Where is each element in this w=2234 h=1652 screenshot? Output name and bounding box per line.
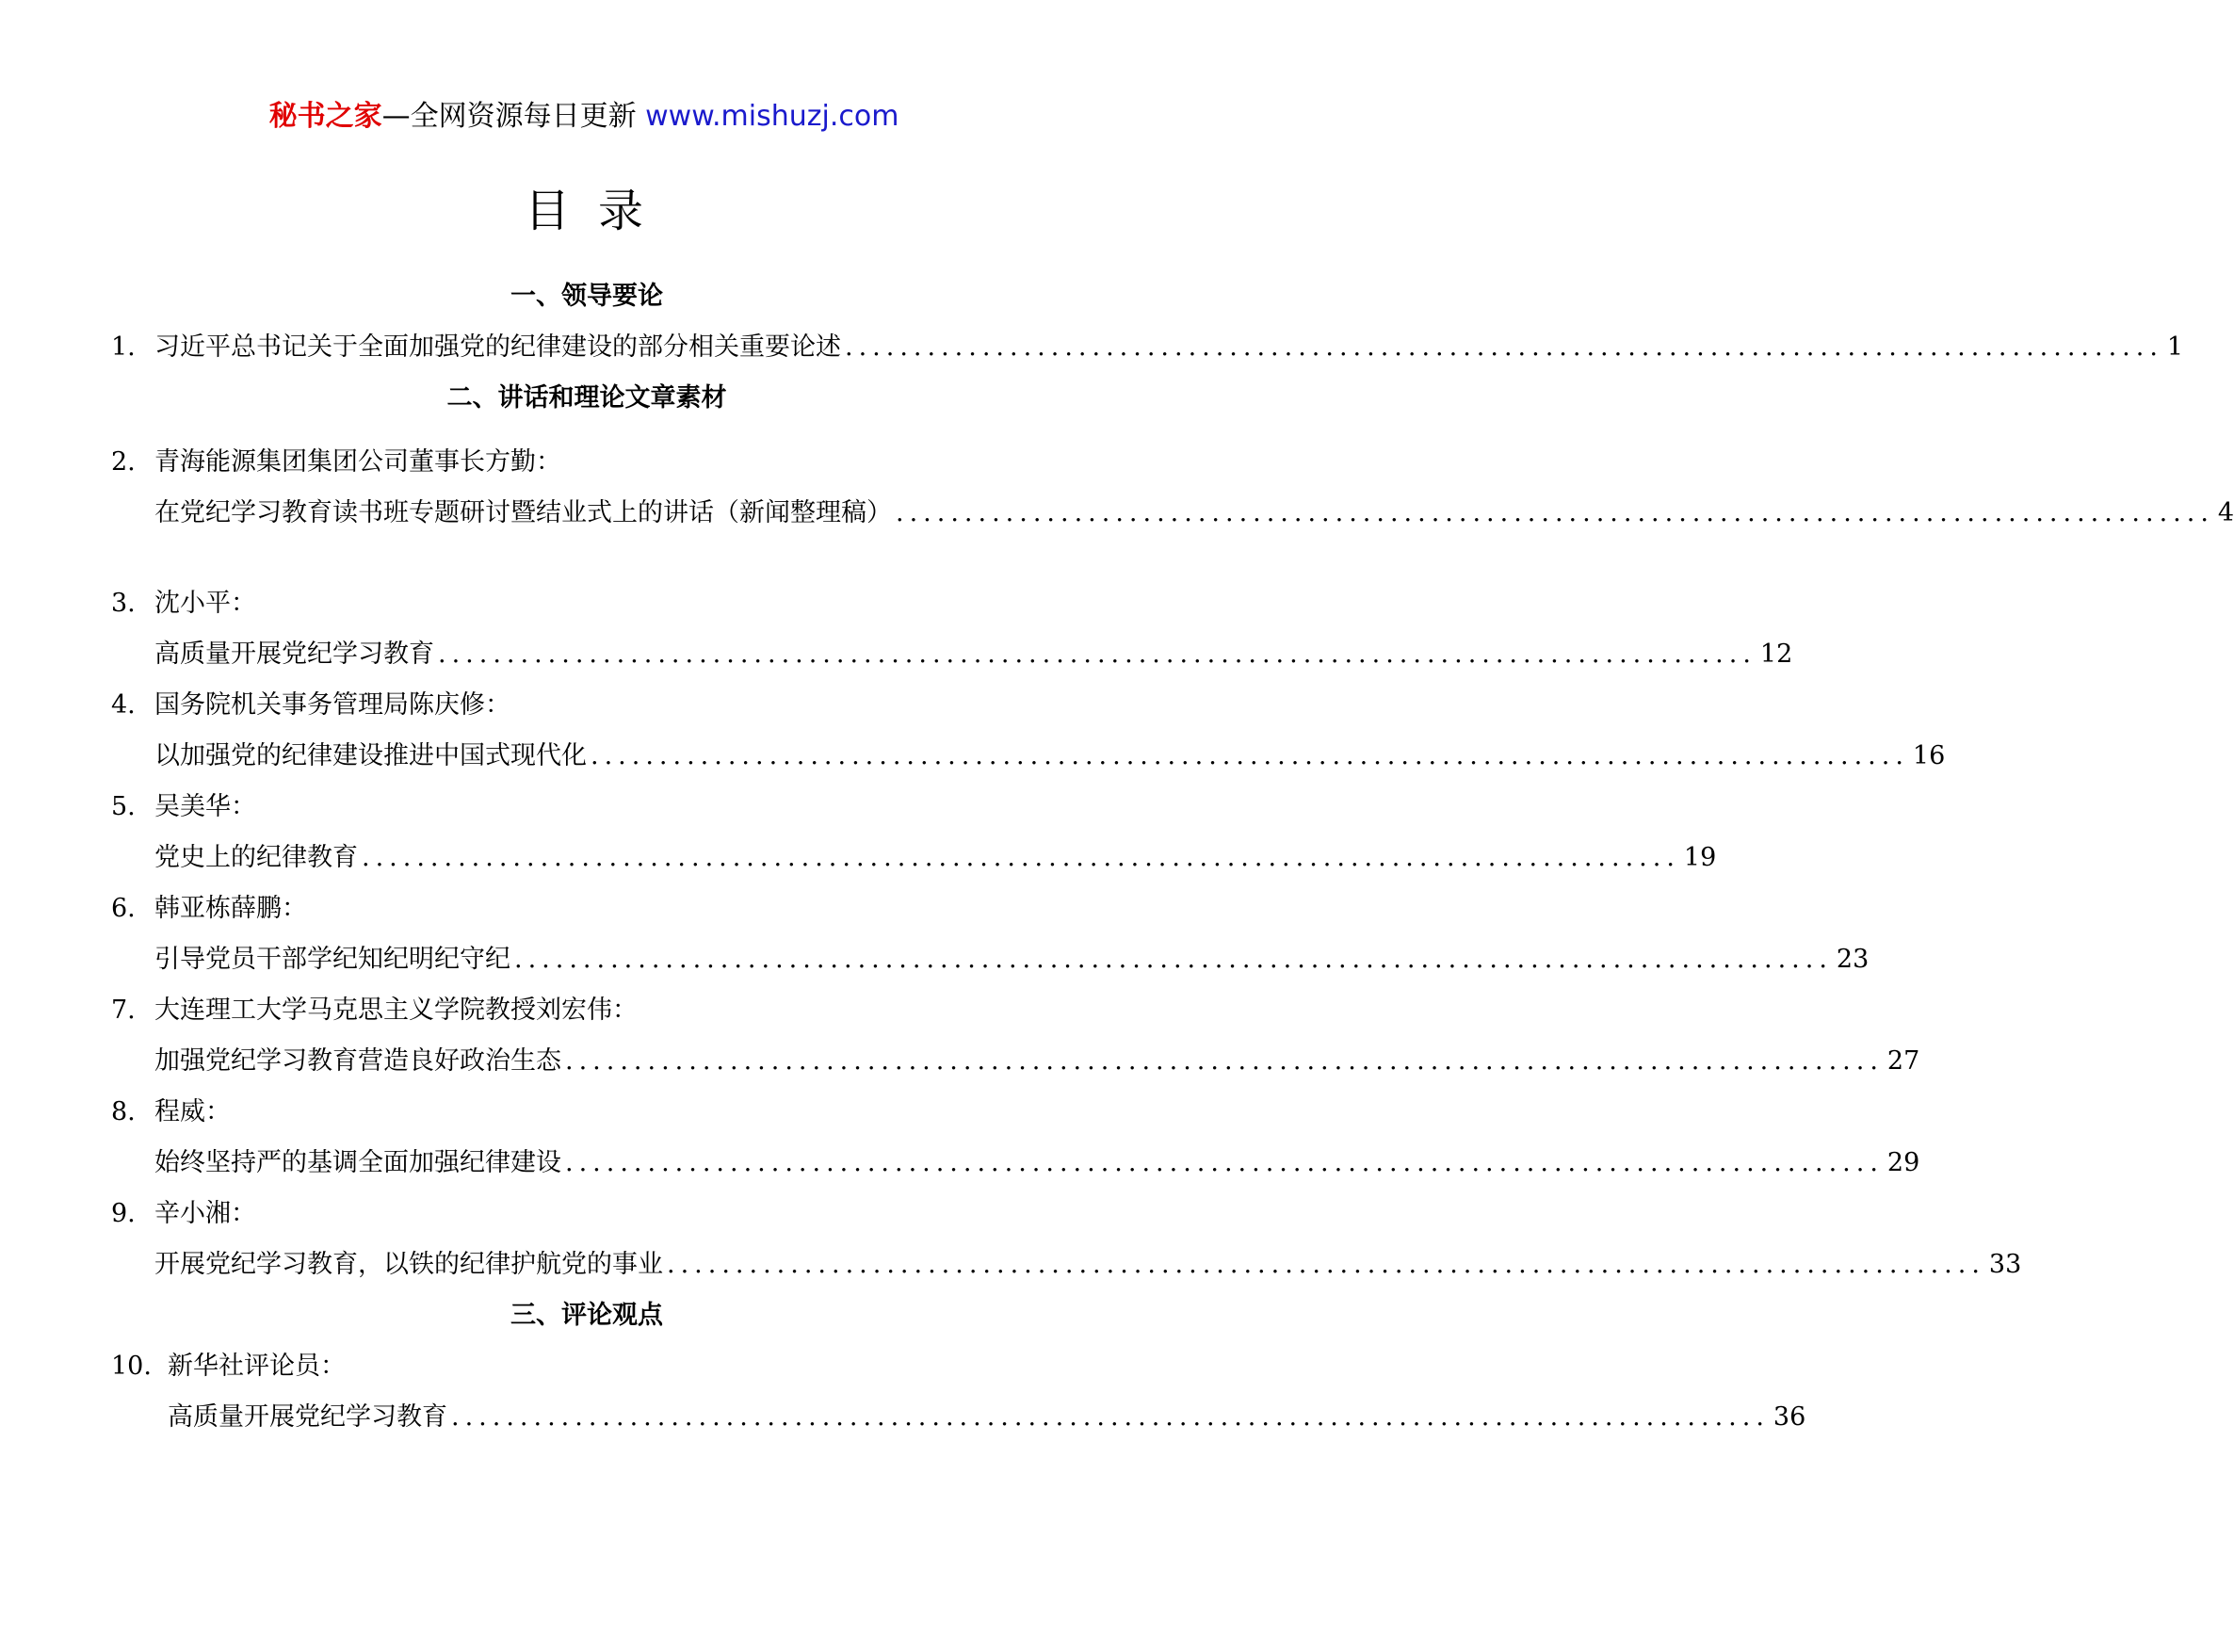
entry-page: 16 [1912,741,1946,770]
entry-page: 1 [2166,332,2184,362]
entry-number: 8. [111,1097,136,1126]
toc-entry-4[interactable] [111,731,1946,782]
toc-entry-2[interactable] [111,488,2234,539]
page-title: 目录 [524,185,672,237]
section-heading: 二、讲话和理论文章素材 [446,383,727,413]
entry-number: 2. [111,447,136,477]
dot-leader: ................................................................................................ [438,640,1756,669]
entry-number: 9. [111,1199,136,1228]
dot-leader: ................................................................................................ [591,741,1909,770]
toc-entry-5-author [111,782,1062,833]
entry-number: 10. [111,1352,152,1381]
entry-author: 辛小湘： [154,1199,256,1228]
entry-author: 大连理工大学马克思主义学院教授刘宏伟： [154,996,638,1025]
entry-number: 5. [111,792,136,821]
entry-title: 以加强党的纪律建设推进中国式现代化 [154,741,587,770]
toc-entry-5[interactable] [111,833,1717,883]
toc-entry-1[interactable] [111,322,2184,373]
toc-entry-3-author [111,578,1062,629]
entry-author: 国务院机关事务管理局陈庆修： [154,690,510,720]
section-heading: 一、领导要论 [510,282,663,311]
toc-entry-3[interactable] [111,629,1793,680]
banner-slogan: —全网资源每日更新 [381,100,646,133]
toc-entry-9[interactable] [111,1239,2022,1290]
toc-entry-4-author [111,680,1062,731]
entry-title: 开展党纪学习教育，以铁的纪律护航党的事业 [154,1250,663,1279]
entry-number: 1. [111,332,136,362]
toc-entry-8[interactable] [111,1138,1920,1189]
toc-entry-7[interactable] [111,1036,1920,1087]
entry-page: 29 [1886,1148,1920,1177]
dot-leader: ................................................................................................ [896,498,2214,527]
entry-title: 高质量开展党纪学习教育 [168,1402,447,1432]
entry-title: 习近平总书记关于全面加强党的纪律建设的部分相关重要论述 [154,332,841,362]
dot-leader: ................................................................................................ [362,843,1680,872]
toc-entry-10[interactable] [111,1392,1806,1443]
entry-number: 4. [111,690,136,720]
toc-entry-10-author [111,1341,1062,1392]
entry-title: 始终坚持严的基调全面加强纪律建设 [154,1148,561,1177]
entry-author: 吴美华： [154,792,256,821]
toc-entry-9-author [111,1189,1062,1239]
site-banner [0,98,1168,136]
entry-page: 12 [1759,640,1793,669]
entry-page: 33 [1988,1250,2022,1279]
entry-author: 新华社评论员： [168,1352,346,1381]
entry-page: 4 [2217,498,2234,527]
entry-title: 党史上的纪律教育 [154,843,358,872]
toc-entry-7-author [111,985,1062,1036]
entry-page: 23 [1836,945,1870,974]
entry-title: 引导党员干部学纪知纪明纪守纪 [154,945,510,974]
dot-leader: ................................................................................................ [514,945,1833,974]
dot-leader: ................................................................................................ [451,1402,1770,1432]
toc-entry-8-author [111,1087,1062,1138]
dot-leader: ................................................................................................ [667,1250,1985,1279]
entry-page: 19 [1683,843,1717,872]
toc-entry-6-author [111,883,1062,934]
entry-number: 3. [111,589,136,618]
entry-title: 加强党纪学习教育营造良好政治生态 [154,1046,561,1076]
table-of-contents [111,271,2234,1443]
entry-author: 程威： [154,1097,231,1126]
dot-leader: ................................................................................................ [565,1148,1884,1177]
toc-entry-2-author [111,437,1062,488]
entry-title: 高质量开展党纪学习教育 [154,640,434,669]
entry-title: 在党纪学习教育读书班专题研讨暨结业式上的讲话（新闻整理稿） [154,498,892,527]
dot-leader: ................................................................................................ [845,332,2163,362]
entry-author: 沈小平： [154,589,256,618]
dot-leader: ................................................................................................ [565,1046,1884,1076]
entry-author: 韩亚栋薛鹏： [154,894,307,923]
section-heading: 三、评论观点 [510,1301,663,1330]
brand-name: 秘书之家 [268,100,382,133]
entry-page: 27 [1886,1046,1920,1076]
entry-number: 7. [111,996,136,1025]
toc-entry-6[interactable] [111,934,1870,985]
entry-number: 6. [111,894,136,923]
entry-author: 青海能源集团集团公司董事长方勤： [154,447,561,477]
website-link[interactable]: www.mishuzj.com [645,100,899,133]
entry-page: 36 [1773,1402,1806,1432]
